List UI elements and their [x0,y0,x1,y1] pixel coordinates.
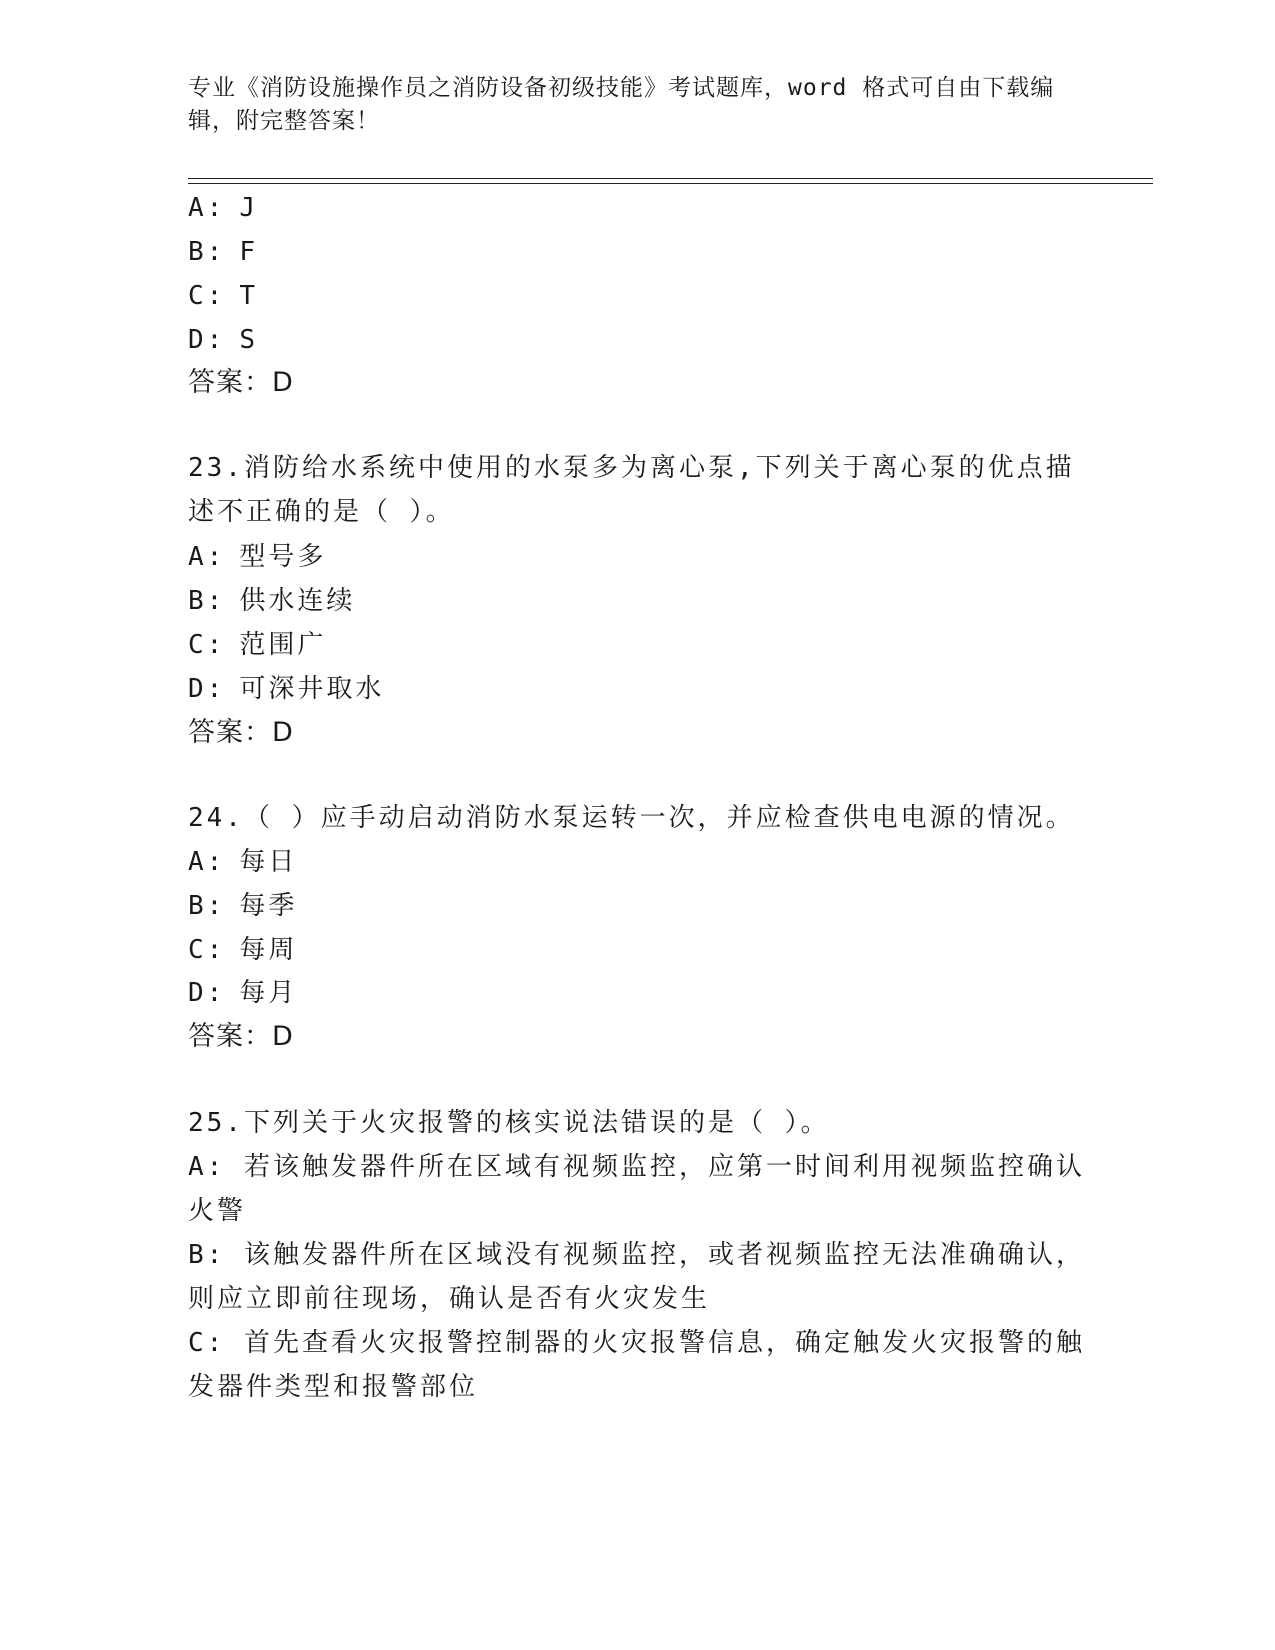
option-b-cont: 则应立即前往现场，确认是否有火灾发生 [188,1284,711,1314]
option-c: C: 范围广 [188,630,327,660]
question-stem: 25.下列关于火灾报警的核实说法错误的是（ ）。 [188,1108,830,1138]
option-d: D: 每月 [188,978,298,1008]
question-stem: 24.（ ）应手动启动消防水泵运转一次，并应检查供电电源的情况。 [188,803,1075,833]
option-d: D: 可深井取水 [188,674,385,704]
option-b: B: 该触发器件所在区域没有视频监控，或者视频监控无法准确确认， [188,1240,1085,1270]
option-c: C: 每周 [188,935,298,965]
option-b: B: 供水连续 [188,586,356,616]
option-c: C: T [188,281,258,311]
answer-line: 答案：D [188,1021,294,1052]
question-stem: 23.消防给水系统中使用的水泵多为离心泵,下列关于离心泵的优点描 [188,453,1075,483]
answer-line: 答案：D [188,717,294,748]
header-line-2: 辑，附完整答案！ [188,108,380,134]
option-a: A: 每日 [188,847,298,877]
option-c-cont: 发器件类型和报警部位 [188,1372,479,1402]
option-a-cont: 火警 [188,1196,247,1226]
header-divider [188,178,1153,179]
option-b: B: F [188,237,258,267]
option-a: A: 型号多 [188,542,327,572]
option-b: B: 每季 [188,891,298,921]
option-a: A: 若该触发器件所在区域有视频监控，应第一时间利用视频监控确认 [188,1152,1085,1182]
header-line-1: 专业《消防设施操作员之消防设备初级技能》考试题库，word 格式可自由下载编 [188,75,1055,101]
document-header [188,72,1088,138]
option-d: D: S [188,325,258,355]
option-c: C: 首先查看火灾报警控制器的火灾报警信息，确定触发火灾报警的触 [188,1328,1085,1358]
question-stem-cont: 述不正确的是（ ）。 [188,497,455,527]
header-divider-double [188,183,1153,184]
option-a: A: J [188,193,258,223]
answer-line: 答案：D [188,367,294,398]
